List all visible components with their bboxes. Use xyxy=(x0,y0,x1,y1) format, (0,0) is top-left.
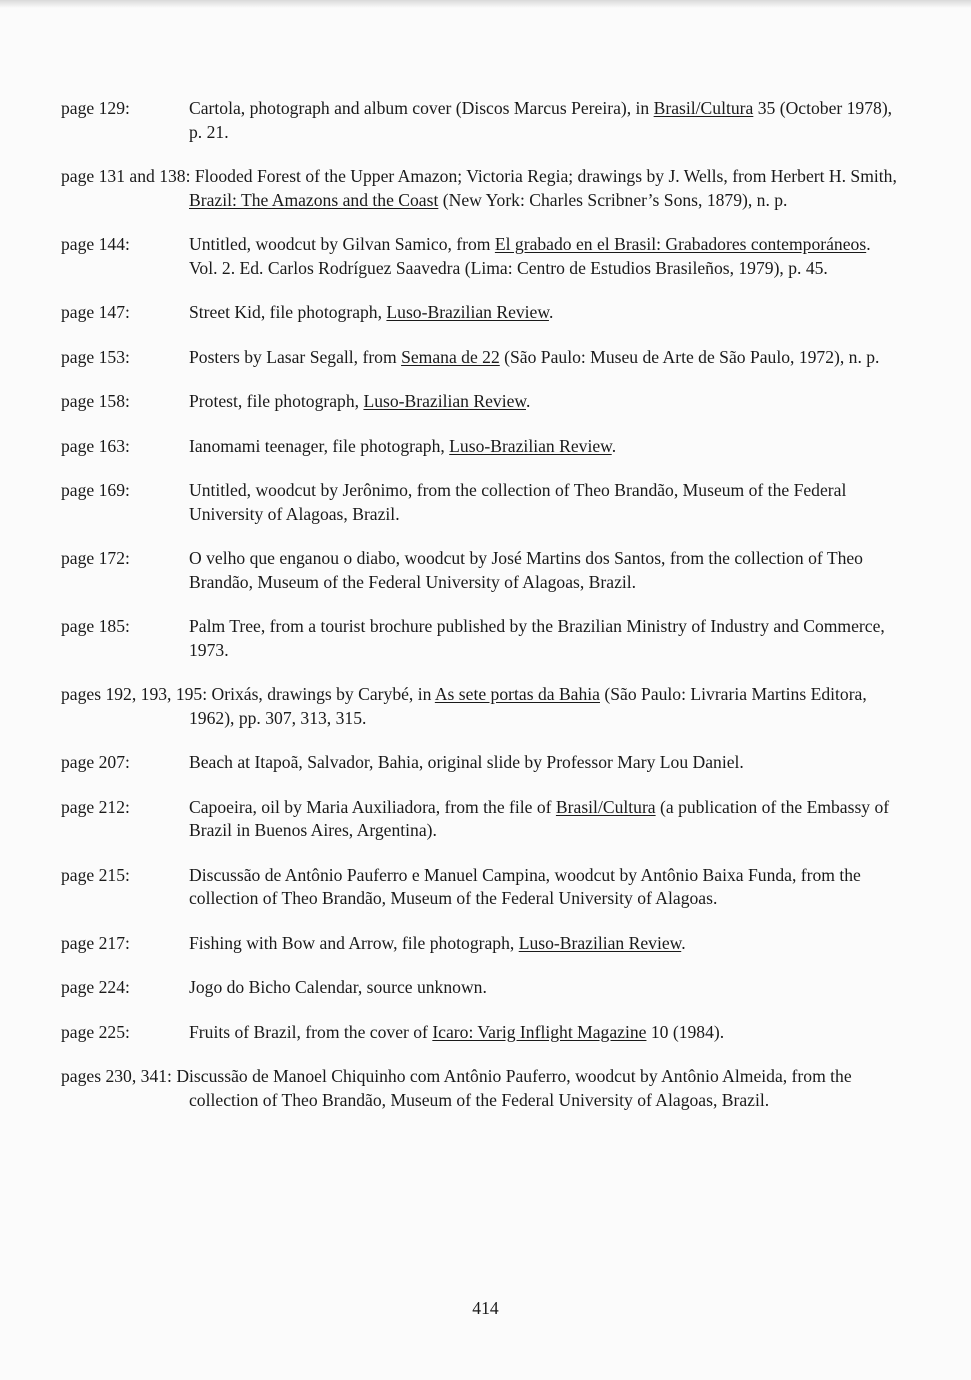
credit-entry xyxy=(61,1021,901,1045)
entry-page-label: pages 230, 341: xyxy=(61,1066,172,1086)
entry-page-label: page 212: xyxy=(61,796,130,817)
description-text: Street Kid, file photograph, xyxy=(189,302,387,322)
entry-description xyxy=(61,547,901,594)
credit-entry xyxy=(61,390,901,414)
entry-description xyxy=(61,479,901,526)
entry-page-label: page 215: xyxy=(61,864,130,885)
entry-description xyxy=(61,97,901,144)
entry-page-label: page 185: xyxy=(61,616,130,636)
underlined-title: Luso-Brazilian Review xyxy=(386,302,549,322)
description-text: Untitled, woodcut by Gilvan Samico, from xyxy=(189,234,495,254)
entry-page-label: page 172: xyxy=(61,548,130,568)
description-text: Beach at Itapoã, Salvador, Bahia, original slide by Professor Mary Lou Daniel. xyxy=(189,752,744,772)
description-text: Cartola, photograph and album cover (Discos Marcus Pereira), in xyxy=(189,98,654,118)
description-text: Posters by Lasar Segall, from xyxy=(189,346,402,367)
credit-entry xyxy=(61,547,901,594)
description-text: . Vol. 2. Ed. Carlos Rodríguez Saavedra (Lima: Centro de Estudios Brasileños, 1979), p. 45. xyxy=(189,234,871,278)
entry-page-label: page 207: xyxy=(61,752,130,772)
entry-page-label: page 169: xyxy=(61,480,130,500)
description-text: Capoeira, oil by Maria Auxiliadora, from the file of xyxy=(189,796,556,817)
entry-description xyxy=(61,796,901,843)
entry-description xyxy=(61,615,901,662)
credit-entry xyxy=(61,435,901,459)
entry-description xyxy=(61,301,901,325)
underlined-title: Icaro: Varig Inflight Magazine xyxy=(432,1021,647,1042)
entry-page-label: page 131 and 138: xyxy=(61,166,191,186)
underlined-title: Luso-Brazilian Review xyxy=(363,391,526,411)
underlined-title: Brazil: The Amazons and the Coast xyxy=(189,189,439,210)
description-text: Discussão de Manoel Chiquinho com Antônio Pauferro, woodcut by Antônio Almeida, from the collection of Theo Brandão, Museum of the Federal University of Alagoas, Brazil. xyxy=(171,1066,852,1110)
description-text: (São Paulo: Livraria Martins Editora, 1962), pp. 307, 313, 315. xyxy=(189,684,867,728)
credit-entry xyxy=(61,683,901,730)
underlined-title: Brasil/Cultura xyxy=(555,796,656,817)
description-text: . xyxy=(681,932,686,953)
description-text: . xyxy=(525,391,531,411)
description-text: . xyxy=(548,302,554,322)
entry-description xyxy=(61,864,901,911)
description-text: O velho que enganou o diabo, woodcut by José Martins dos Santos, from the collection of Theo Brandão, Museum of the Federal University of Alagoas, Brazil. xyxy=(189,548,863,592)
underlined-title: El grabado en el Brasil: Grabadores contemporáneos xyxy=(494,234,867,254)
description-text: Flooded Forest of the Upper Amazon; Victoria Regia; drawings by J. Wells, from Herbert H. Smith, xyxy=(190,166,897,186)
entry-page-label: page 225: xyxy=(61,1021,130,1042)
entry-description xyxy=(172,1066,852,1110)
description-text: (New York: Charles Scribner’s Sons, 1879), n. p. xyxy=(438,189,788,210)
credit-entry xyxy=(61,976,901,1000)
description-text: Fruits of Brazil, from the cover of xyxy=(189,1021,433,1042)
entry-page-label: page 147: xyxy=(61,302,130,322)
scan-edge-shadow xyxy=(0,0,971,8)
description-text: 35 (October 1978), p. 21. xyxy=(189,98,893,142)
entry-description xyxy=(189,166,897,210)
entry-description xyxy=(61,1021,901,1045)
underlined-title: Semana de 22 xyxy=(401,346,500,367)
credit-entry xyxy=(61,301,901,325)
description-text: Jogo do Bicho Calendar, source unknown. xyxy=(189,977,487,997)
credit-entry xyxy=(61,97,901,144)
description-text: Protest, file photograph, xyxy=(189,391,364,411)
credit-entry xyxy=(61,864,901,911)
entry-description xyxy=(61,346,901,370)
description-text: Discussão de Antônio Pauferro e Manuel Campina, woodcut by Antônio Baixa Funda, from the collection of Theo Brandão, Museum of the Federal University of Alagoas. xyxy=(189,864,861,908)
illustration-credits-list xyxy=(61,97,901,1133)
credit-entry xyxy=(61,1065,901,1112)
entry-page-label: pages 192, 193, 195: xyxy=(61,684,208,704)
entry-description xyxy=(61,751,901,775)
description-text: (São Paulo: Museu de Arte de São Paulo, 1972), n. p. xyxy=(499,346,880,367)
entry-description xyxy=(189,684,867,728)
description-text: 10 (1984). xyxy=(646,1021,725,1042)
description-text: Untitled, woodcut by Jerônimo, from the collection of Theo Brandão, Museum of the Federal University of Alagoas, Brazil. xyxy=(189,480,847,524)
entry-page-label: page 163: xyxy=(61,435,130,456)
credit-entry xyxy=(61,233,901,280)
entry-page-label: page 144: xyxy=(61,234,130,254)
underlined-title: Luso-Brazilian Review xyxy=(518,932,682,953)
entry-description xyxy=(61,390,901,414)
description-text: Ianomami teenager, file photograph, xyxy=(189,435,450,456)
page-number: 414 xyxy=(472,1298,499,1318)
entry-description xyxy=(61,976,901,1000)
entry-description xyxy=(61,932,901,956)
entry-description xyxy=(61,435,901,459)
entry-description xyxy=(61,233,901,280)
underlined-title: Brasil/Cultura xyxy=(653,98,754,118)
credit-entry xyxy=(61,165,901,212)
credit-entry xyxy=(61,932,901,956)
entry-page-label: page 153: xyxy=(61,346,130,367)
credit-entry xyxy=(61,346,901,370)
description-text: (a publication of the Embassy of Brazil in Buenos Aires, Argentina). xyxy=(189,796,890,840)
description-text: Orixás, drawings by Carybé, in xyxy=(207,684,435,704)
entry-page-label: page 224: xyxy=(61,977,130,997)
underlined-title: As sete portas da Bahia xyxy=(434,684,600,704)
credit-entry xyxy=(61,615,901,662)
entry-page-label: page 158: xyxy=(61,391,130,411)
credit-entry xyxy=(61,751,901,775)
credit-entry xyxy=(61,479,901,526)
description-text: Palm Tree, from a tourist brochure published by the Brazilian Ministry of Industry and Commerce, 1973. xyxy=(189,616,885,660)
entry-page-label: page 129: xyxy=(61,98,130,118)
entry-page-label: page 217: xyxy=(61,932,130,953)
credit-entry xyxy=(61,796,901,843)
description-text: Fishing with Bow and Arrow, file photograph, xyxy=(189,932,519,953)
underlined-title: Luso-Brazilian Review xyxy=(449,435,612,456)
description-text: . xyxy=(611,435,617,456)
